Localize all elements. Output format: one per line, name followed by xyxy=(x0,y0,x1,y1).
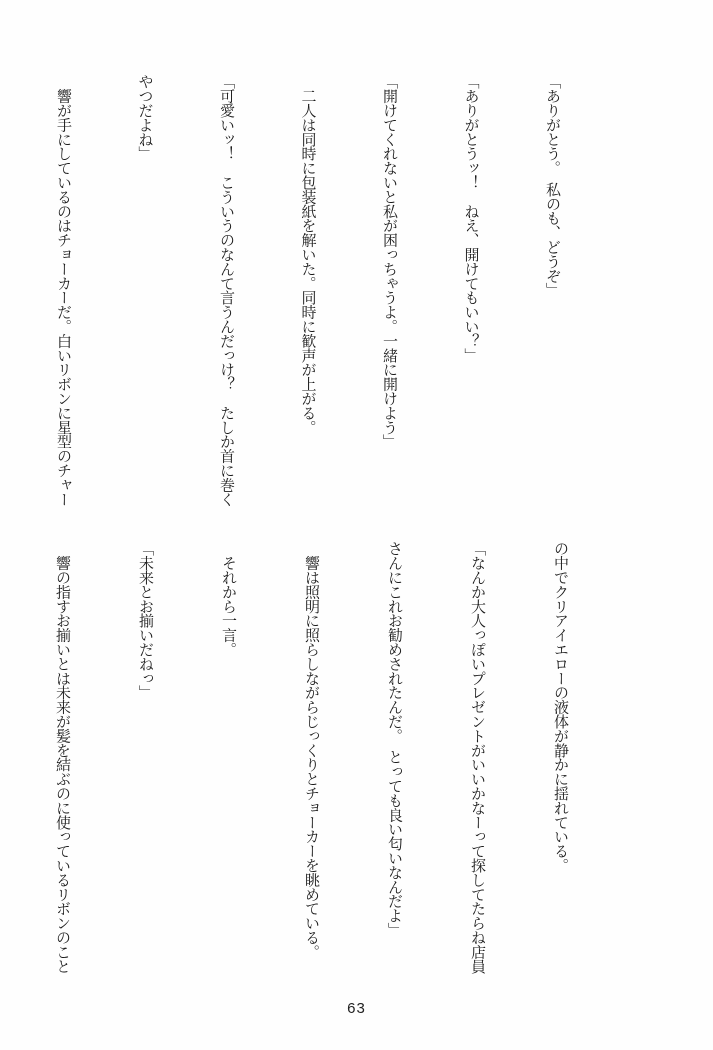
text-column: 「ありがとうッ！ ねえ、開けてもいい？」 xyxy=(462,74,480,363)
text-column: 「なんか大人っぽいプレゼントがいいかなーって探してたらね店員 xyxy=(469,541,486,974)
page-number: 63 xyxy=(347,1000,366,1017)
text-column: やつだよね」 xyxy=(136,74,154,161)
text-column: 「開けてくれないと私が困っちゃうよ。一緒に開けよう」 xyxy=(381,74,398,449)
text-column: 響は照明に照らしながらじっくりとチョーカーを眺めている。 xyxy=(303,541,320,959)
text-column: 響が手にしているのはチョーカーだ。白いリボンに星型のチャー xyxy=(55,74,72,507)
text-column: の中でクリアイエローの液体が静かに揺れている。 xyxy=(552,541,569,873)
text-column xyxy=(0,541,4,998)
text-band-lower xyxy=(0,541,619,998)
text-column: 「ありがとう。 私のも、どうぞ」 xyxy=(544,74,561,297)
text-column: 響の指すお揃いとは未来が髪を結ぶのに使っているリボンのこと xyxy=(54,541,71,974)
text-column: さんにこれお勧めされたんだ。 とっても良い匂いなんだよ」 xyxy=(386,541,403,937)
text-column xyxy=(0,74,6,518)
text-band-upper xyxy=(0,74,610,518)
text-column: 「未来とお揃いだねっ」 xyxy=(137,541,154,700)
text-column: 「可愛いッ！ こういうのなんて言うんだっけ？ たしか首に巻く xyxy=(218,74,235,507)
text-column: それから一言。 xyxy=(220,541,237,657)
text-column: 二人は同時に包装紙を解いた。同時に歓声が上がる。 xyxy=(299,74,317,435)
